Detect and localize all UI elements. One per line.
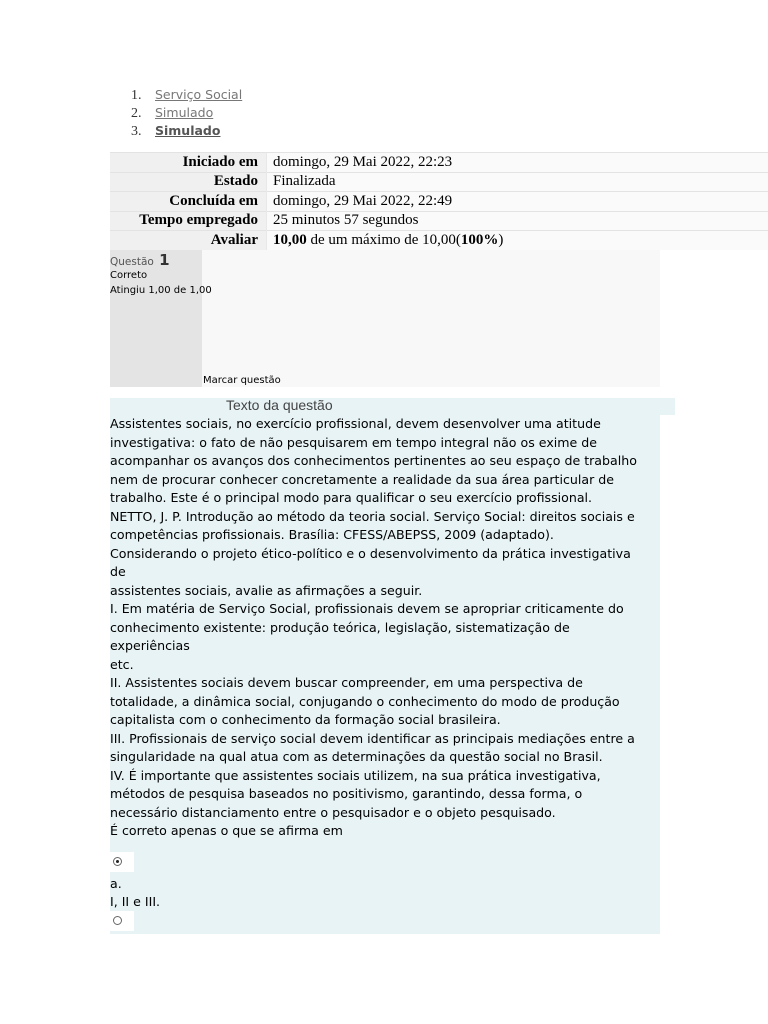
- question-line: capitalista com o conhecimento da formação social brasileira.: [110, 712, 501, 727]
- breadcrumb-link-servico-social[interactable]: Serviço Social: [155, 87, 243, 102]
- summary-value: 25 minutos 57 segundos: [267, 211, 768, 231]
- attempt-summary-table: [110, 152, 768, 250]
- question-line: métodos de pesquisa baseados no positivismo, garantindo, dessa forma, o: [110, 786, 583, 801]
- question-text: [110, 415, 670, 841]
- question-line: nem de procurar conhecer concretamente a realidade da sua área particular de: [110, 471, 615, 487]
- answer-a-letter: a.: [110, 876, 122, 891]
- summary-row: [110, 192, 768, 212]
- question-line: totalidade, a dinâmica social, conjugando o conhecimento do modo de produção: [110, 693, 620, 709]
- answer-b-radio-cell: [110, 911, 134, 931]
- question-line: NETTO, J. P. Introdução ao método da teoria social. Serviço Social: direitos sociais e: [110, 508, 635, 524]
- breadcrumb-item: [131, 86, 242, 104]
- question-line: de: [110, 564, 126, 579]
- question-line: I. Em matéria de Serviço Social, profissionais devem se apropriar criticamente do: [110, 601, 624, 616]
- answer-a-radio[interactable]: [113, 857, 122, 866]
- question-number-value: 1: [159, 251, 170, 269]
- question-line: etc.: [110, 656, 134, 672]
- summary-value: Finalizada: [267, 172, 768, 192]
- question-line: É correto apenas o que se afirma em: [110, 823, 343, 838]
- question-grade: Atingiu 1,00 de 1,00: [110, 285, 212, 296]
- summary-value: domingo, 29 Mai 2022, 22:23: [267, 153, 768, 173]
- breadcrumb: [131, 86, 242, 140]
- question-line: investigativa: o fato de não pesquisarem em tempo integral não os exime de: [110, 434, 598, 450]
- question-line: II. Assistentes sociais devem buscar compreender, em uma perspectiva de: [110, 675, 583, 690]
- summary-label: Tempo empregado: [110, 211, 267, 231]
- breadcrumb-number: 2.: [131, 106, 142, 121]
- question-line: III. Profissionais de serviço social devem identificar as principais mediações entre a: [110, 730, 635, 746]
- answer-b-radio[interactable]: [113, 916, 122, 925]
- question-line: trabalho. Este é o principal modo para qualificar o seu exercício profissional.: [110, 490, 593, 505]
- summary-label: Concluída em: [110, 192, 267, 212]
- question-line: necessário distanciamento entre o pesquisador e o objeto pesquisado.: [110, 804, 556, 820]
- summary-label: Avaliar: [110, 231, 267, 251]
- summary-row: [110, 153, 768, 173]
- summary-row-grade: [110, 231, 768, 251]
- breadcrumb-item: [131, 122, 242, 140]
- question-line: singularidade na qual atua com as determinações da questão social no Brasil.: [110, 749, 603, 764]
- answer-a-radio-cell: [110, 852, 134, 872]
- question-state: Correto: [110, 270, 148, 281]
- summary-label: Estado: [110, 172, 267, 192]
- summary-value: domingo, 29 Mai 2022, 22:49: [267, 192, 768, 212]
- breadcrumb-link-simulado[interactable]: Simulado: [155, 105, 214, 120]
- breadcrumb-number: 1.: [131, 88, 142, 103]
- question-line: IV. É importante que assistentes sociais utilizem, na sua prática investigativa,: [110, 767, 601, 783]
- question-text-title: Texto da questão: [226, 397, 333, 413]
- summary-label: Iniciado em: [110, 153, 267, 173]
- summary-row: [110, 172, 768, 192]
- answer-a-text: I, II e III.: [110, 894, 161, 909]
- grade-score: 10,00: [273, 232, 307, 248]
- summary-grade-value: [267, 231, 768, 251]
- question-line: competências profissionais. Brasília: CFESS/ABEPSS, 2009 (adaptado).: [110, 527, 554, 542]
- question-line: Considerando o projeto ético-político e o desenvolvimento da prática investigativa: [110, 545, 631, 561]
- question-label: Questão: [110, 256, 154, 268]
- question-line: assistentes sociais, avalie as afirmações a seguir.: [110, 582, 423, 598]
- question-line: Assistentes sociais, no exercício profissional, devem desenvolver uma atitude: [110, 416, 601, 431]
- flag-question-link[interactable]: Marcar questão: [203, 375, 281, 386]
- breadcrumb-link-current[interactable]: Simulado: [155, 123, 221, 138]
- summary-row: [110, 211, 768, 231]
- question-line: experiências: [110, 638, 190, 653]
- grade-percent: 100%: [460, 232, 499, 248]
- question-line: conhecimento existente: produção teórica, legislação, sistematização de: [110, 619, 570, 635]
- question-line: acompanhar os avanços dos conhecimentos pertinentes ao seu espaço de trabalho: [110, 453, 637, 468]
- breadcrumb-item: [131, 104, 242, 122]
- breadcrumb-number: 3.: [131, 124, 142, 139]
- grade-end: ): [498, 232, 504, 248]
- grade-middle: de um máximo de 10,00(: [306, 232, 461, 248]
- question-number: [110, 251, 170, 269]
- question-text-header: [110, 398, 675, 415]
